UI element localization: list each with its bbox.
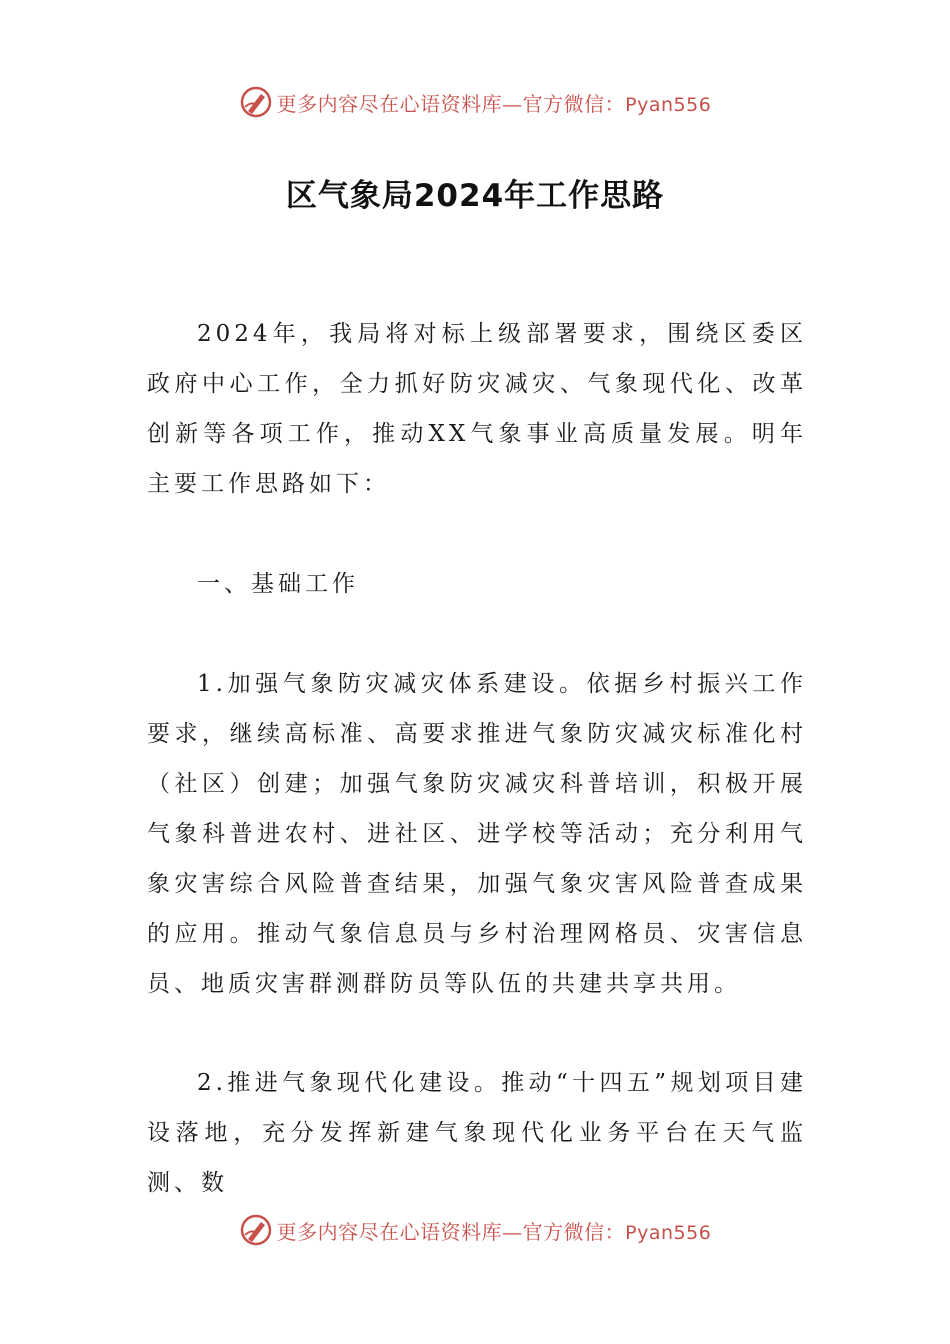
document-title: 区气象局2024年工作思路 — [285, 178, 665, 214]
banner-text-cn: 更多内容尽在心语资料库—官方微信： — [276, 1219, 626, 1244]
banner-text-cn: 更多内容尽在心语资料库—官方微信： — [276, 91, 626, 116]
pen-logo-icon — [239, 85, 273, 119]
header-banner — [0, 82, 950, 122]
item-paragraph-1: 1.加强气象防灾减灾体系建设。依据乡村振兴工作要求，继续高标准、高要求推进气象防灾减灾标准化村（社区）创建；加强气象防灾减灾科普培训，积极开展气象科普进农村、进社区、进学校等活动；充分利用气象灾害综合风险普查结果，加强气象灾害风险普查成果的应用。推动气象信息员与乡村治理网格员、灾害信息员、地质灾害群测群防员等队伍的共建共享共用。 — [147, 671, 807, 997]
banner-text — [277, 1216, 712, 1245]
pen-logo-icon — [239, 1213, 273, 1247]
item-paragraph-2: 2.推进气象现代化建设。推动“十四五”规划项目建设落地，充分发挥新建气象现代化业务平台在天气监测、数 — [147, 1070, 807, 1196]
section-heading: 一、基础工作 — [197, 571, 359, 597]
banner-text — [277, 88, 712, 117]
footer-banner — [0, 1210, 950, 1250]
banner-wechat-id: Pyan556 — [625, 93, 712, 116]
intro-paragraph: 2024年，我局将对标上级部署要求，围绕区委区政府中心工作，全力抓好防灾减灾、气象现代化、改革创新等各项工作，推动XX气象事业高质量发展。明年主要工作思路如下： — [147, 321, 807, 497]
banner-wechat-id: Pyan556 — [625, 1221, 712, 1244]
